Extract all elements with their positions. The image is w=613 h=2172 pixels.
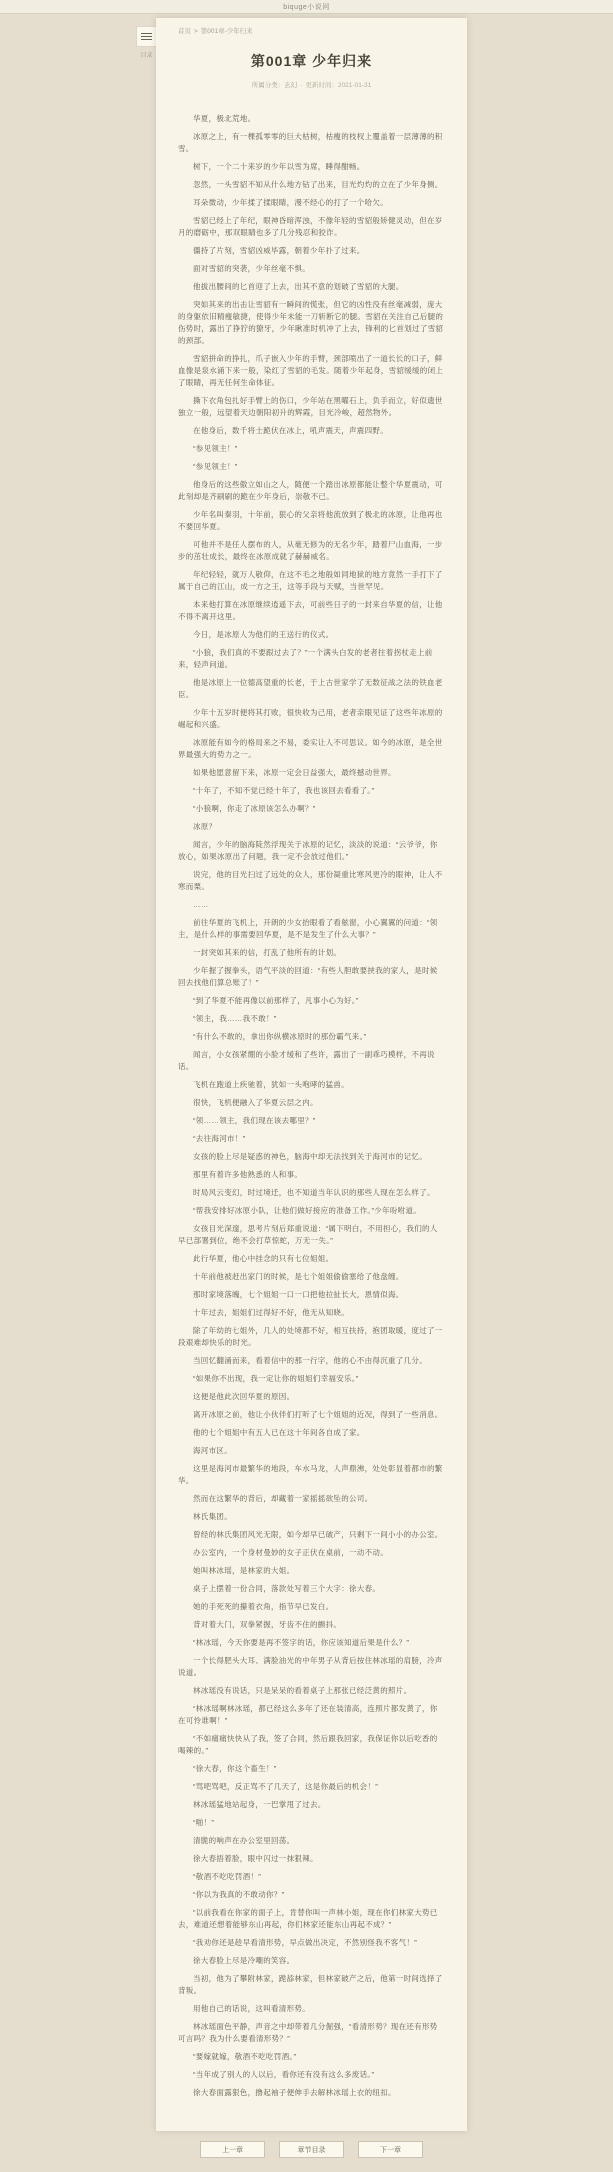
novel-body [178, 113, 445, 2099]
paragraph: “去往海河市！” [193, 1134, 246, 1143]
paragraph: 林氏集团。 [193, 1512, 232, 1521]
paragraph: “徐大春，你这个畜生！” [193, 1764, 277, 1773]
breadcrumb-home-link[interactable]: 首页 [178, 28, 191, 35]
paragraph: 面对雪貂的突袭，少年丝毫不惧。 [193, 264, 310, 273]
paragraph: “帮我安排好冰原小队，让他们做好接应的准备工作。”少年吩咐道。 [193, 1206, 422, 1215]
paragraph: 僵持了片刻，雪貂凶威毕露，朝着少年扑了过来。 [193, 246, 365, 255]
paragraph: “以前我看在你家的面子上，肯替你叫一声林小姐，现在你们林家大势已去，难道还想着能够东山再起，你们林家还能东山再起不成？” [178, 1908, 438, 1929]
paragraph: 少年名叫秦羽，十年前，狠心的父亲将他流放到了极北的冰原，让他再也不要回华夏。 [178, 510, 443, 531]
paragraph: 十年前他被赶出家门的时候，是七个姐姐偷偷塞给了他盘缠。 [193, 1272, 404, 1281]
site-title: biquge小说网 [283, 3, 330, 11]
paragraph: 冰原之上，有一棵孤零零的巨大枯树，枯瘦的枝杈上覆盖着一层薄薄的积雪。 [178, 132, 443, 153]
paragraph: 一个长得肥头大耳、满脸油光的中年男子从背后按住林冰瑶的肩膀，冷声说道。 [178, 1656, 443, 1677]
paragraph: 这里是海河市最繁华的地段，车水马龙，人声鼎沸，处处彰显着都市的繁华。 [178, 1464, 443, 1485]
paragraph: 闻言，少年的脑海陡然浮现关于冰原的记忆，淡淡的说道：“云爷爷，你放心，如果冰原出了问题，我一定不会放过他们。” [178, 840, 438, 861]
paragraph: 他的七个姐姐中有五人已在这十年间各自成了家。 [193, 1428, 365, 1437]
paragraph: 少年十五岁时便将其打败，很快收为己用，老者亲眼见证了这些年冰原的崛起和兴盛。 [178, 708, 443, 729]
paragraph: 他是冰原上一位德高望重的长老，于上古世家学了无数征战之法的铁血老臣。 [178, 678, 443, 699]
menu-button[interactable] [136, 26, 157, 47]
paragraph: “敬酒不吃吃罚酒！” [193, 1872, 261, 1881]
paragraph: “领……领主，我们现在该去哪里？” [193, 1116, 316, 1125]
paragraph: 闻言，小女孩紧绷的小脸才缓和了些许，露出了一副乖巧模样，不再说话。 [178, 1050, 435, 1071]
paragraph: 徐大春脸上尽是冷嘲的笑容。 [193, 1956, 295, 1965]
top-bar [0, 0, 613, 14]
paragraph: 离开冰原之前，他让小伙伴们打听了七个姐姐的近况，得到了一些消息。 [193, 1410, 443, 1419]
paragraph: 曾经的林氏集团风光无限，如今却早已破产，只剩下一间小小的办公室。 [193, 1530, 443, 1539]
paragraph: “参见领主！” [193, 462, 238, 471]
paragraph: “有什么不敢的，拿出你纵横冰原时的那份霸气来。” [193, 1032, 367, 1041]
paragraph: 在他身后，数千将士跪伏在冰上，吼声震天，声震四野。 [193, 426, 388, 435]
paragraph: 此行华夏，他心中挂念的只有七位姐姐。 [193, 1254, 334, 1263]
toc-button[interactable]: 章节目录 [279, 2141, 344, 2158]
breadcrumb-current: 第001章-少年归来 [200, 28, 253, 35]
menu-label: 目录 [140, 53, 153, 59]
paragraph: “小狼啊，你走了冰原该怎么办啊？” [193, 804, 316, 813]
paragraph: 今日，是冰原人为他们的王送行的仪式。 [193, 630, 334, 639]
chapter-category: 所属分类：玄幻 [251, 82, 298, 89]
next-chapter-button[interactable]: 下一章 [358, 2141, 423, 2158]
paragraph: 林冰瑶没有说话，只是呆呆的看着桌子上那张已经泛黄的照片。 [193, 1686, 412, 1695]
paragraph: 林冰瑶猛地站起身，一巴掌甩了过去。 [193, 1800, 326, 1809]
paragraph: “要嫁就嫁，敬酒不吃吃罚酒。” [193, 2052, 297, 2061]
paragraph: 办公室内，一个身材曼妙的女子正伏在桌前，一动不动。 [193, 1548, 388, 1557]
paragraph: 当初，他为了攀附林家，跪舔林家，但林家破产之后，他第一时间选择了背叛。 [178, 1974, 443, 1995]
pager [156, 2141, 467, 2172]
paragraph: 桌子上摆着一份合同，落款处写着三个大字：徐大春。 [193, 1584, 381, 1593]
paragraph: 用他自己的话说，这叫看清形势。 [193, 2004, 310, 2013]
paragraph: 很快，飞机便融入了华夏云层之内。 [193, 1098, 318, 1107]
paragraph: 雪貂已经上了年纪，眼神昏暗浑浊，不像年轻的雪貂般矫健灵动，但在岁月的磨砺中，那双眼睛也多了几分残忍和狡诈。 [178, 216, 443, 237]
paragraph: “你以为我真的不敢动你？” [193, 1890, 285, 1899]
paragraph: “我劝你还是趁早看清形势，早点做出决定，不然别怪我不客气！” [193, 1938, 417, 1947]
paragraph: “林冰瑶啊林冰瑶，都已经这么多年了还在装清高，连照片都发黄了，你在可怜谁啊！” [178, 1704, 438, 1725]
paragraph: 说完，他的目光扫过了远处的众人，那份凝重比寒风更冷的眼神，让人不寒而栗。 [178, 870, 443, 891]
paragraph: 飞机在跑道上疾驰着，犹如一头咆哮的猛兽。 [193, 1080, 349, 1089]
prev-chapter-button[interactable]: 上一章 [200, 2141, 265, 2158]
paragraph: 她的手死死的攥着衣角，指节早已发白。 [193, 1602, 334, 1611]
menu-widget [136, 26, 157, 59]
paragraph: “啪！” [193, 1818, 215, 1827]
paragraph: 十年过去，姐姐们过得好不好，他无从知晓。 [193, 1308, 349, 1317]
content-card [156, 18, 467, 2131]
paragraph: 她叫林冰瑶，是林家的大姐。 [193, 1566, 295, 1575]
paragraph: 女孩的脸上尽是疑惑的神色，脑海中却无法找到关于海河市的记忆。 [193, 1152, 427, 1161]
paragraph: 林冰瑶面色平静，声音之中却带着几分倔强，“看清形势？现在还有形势可言吗？我为什么要看清形势？” [178, 2022, 438, 2043]
paragraph: 女孩目光深邃，思考片刻后郑重说道：“属下明白，不用担心，我们的人早已部署到位，绝不会打草惊蛇，万无一失。” [178, 1224, 438, 1245]
paragraph: 冰原能有如今的格局来之不易，委实让人不可思议。如今的冰原，是全世界最强大的势力之一。 [178, 738, 443, 759]
paragraph: 可他并不是任人摆布的人，从毫无修为的无名少年，踏着尸山血海，一步步的茁壮成长，最终在冰原成就了赫赫威名。 [178, 540, 443, 561]
paragraph: “如果你不出现，我一定让你的姐姐们幸福安乐。” [193, 1374, 359, 1383]
paragraph: 那里有着许多他熟悉的人和事。 [193, 1170, 303, 1179]
paragraph: 然而在这繁华的背后，却藏着一家摇摇欲坠的公司。 [193, 1494, 373, 1503]
paragraph: 前往华夏的飞机上，开朗的少女抬眼看了看舷窗，小心翼翼的问道：“领主，是什么样的事需要回华夏，是不是发生了什么大事？” [178, 918, 438, 939]
paragraph: …… [193, 900, 209, 909]
paragraph: “骂吧骂吧，反正骂不了几天了，这是你最后的机会！” [193, 1782, 378, 1791]
paragraph: 除了年幼的七姐外，几人的处境都不好，相互扶持，抱团取暖，度过了一段艰难却快乐的时光。 [178, 1326, 443, 1347]
paragraph: “当年成了别人的人以后，看你还有没有这么多废话。” [193, 2070, 375, 2079]
paragraph: 当回忆翻涌而来，看着信中的那一行字，他的心不由得沉重了几分。 [193, 1356, 427, 1365]
paragraph: “十年了，不知不觉已经十年了，我也该回去看看了。” [193, 786, 375, 795]
paragraph: 少年握了握拳头，语气平淡的回道：“有些人胆敢要挟我的家人，是时候回去找他们算总账了！” [178, 966, 438, 987]
paragraph: “不如痛痛快快从了我，签了合同，然后跟我回家，我保证你以后吃香的喝辣的。” [178, 1734, 438, 1755]
paragraph: 冰原？ [193, 822, 217, 831]
paragraph: 他身后的这些傲立如山之人，随便一个踏出冰原都能让整个华夏震动，可此刻却是齐刷刷的跪在少年身后，崇敬不已。 [178, 480, 443, 501]
paragraph: 时局风云变幻，时过境迁，也不知道当年认识的那些人现在怎么样了。 [193, 1188, 435, 1197]
paragraph: 这便是他此次回华夏的原因。 [193, 1392, 295, 1401]
paragraph: “林冰瑶，今天你要是再不签字的话，你应该知道后果是什么？” [193, 1638, 410, 1647]
hamburger-icon [141, 31, 152, 42]
paragraph: “小狼，我们真的不要跟过去了？”一个满头白发的老者拄着拐杖走上前来，轻声问道。 [178, 648, 433, 669]
paragraph: 清脆的响声在办公室里回荡。 [193, 1836, 295, 1845]
paragraph: 徐大春捂着脸，眼中闪过一抹狠辣。 [193, 1854, 318, 1863]
paragraph: 背对着大门，双拳紧握，牙齿不住的颤抖。 [193, 1620, 342, 1629]
paragraph: 撕下衣角包扎好手臂上的伤口，少年站在黑曜石上，负手而立，好似遗世独立一般，远望着天边朝阳初升的辉霞，目光冷峻，超然物外。 [178, 396, 443, 417]
meta-separator: · [300, 82, 303, 89]
paragraph: 徐大春面露狠色，撸起袖子便伸手去解林冰瑶上衣的纽扣。 [193, 2088, 396, 2097]
breadcrumb-separator: > [194, 28, 198, 35]
chapter-title: 第001章 少年归来 [250, 53, 373, 69]
paragraph: 海河市区。 [193, 1446, 232, 1455]
paragraph: 年纪轻轻，就万人敬仰，在这不毛之地般如同地狱的地方竟然一手打下了属于自己的江山，成一方之王，这等手段与天赋，当世罕见。 [178, 570, 443, 591]
paragraph: 雪貂拼命的挣扎，爪子嵌入少年的手臂，颈部喷出了一道长长的口子，鲜血像是泉水涌下来一般，染红了雪貂的毛发。随着少年起身，雪貂缓缓的闭上了眼睛，再无任何生命体征。 [178, 354, 444, 387]
paragraph: 如果他愿意留下来，冰原一定会日益强大，最终撼动世界。 [193, 768, 396, 777]
paragraph: 一封突如其来的信，打乱了他所有的计划。 [193, 948, 342, 957]
chapter-updated: 更新时间：2021-01-31 [305, 82, 372, 89]
paragraph: 他拔出腰间的匕首迎了上去，出其不意的划破了雪貂的大腿。 [193, 282, 404, 291]
paragraph: 忽然，一头雪貂不知从什么地方钻了出来，目光灼灼的立在了少年身侧。 [193, 180, 443, 189]
paragraph: 突如其来的出击让雪貂有一瞬间的慌张，但它的凶性没有丝毫减弱，庞大的身躯依旧精瘦敏捷，使得少年未能一刀斩断它的腿。雪貂在关注自己后腿的伤势时，露出了狰狞的獠牙，少年瞅准时机冲了上去，锋利的匕首划过了雪貂的颈部。 [178, 300, 444, 345]
breadcrumb [178, 26, 445, 35]
paragraph: “领主，我……我不敢！” [193, 1014, 277, 1023]
paragraph: 树下，一个二十来岁的少年以雪为席，睡得酣畅。 [193, 162, 365, 171]
paragraph: 耳朵微动，少年揉了揉眼睛，漫不经心的打了一个哈欠。 [193, 198, 388, 207]
paragraph: 华夏，极北荒地。 [193, 114, 256, 123]
chapter-meta [178, 80, 445, 89]
paragraph: 那时家境落魄，七个姐姐一口一口把他拉扯长大，恩情似海。 [193, 1290, 404, 1299]
paragraph: “参见领主！” [193, 444, 238, 453]
paragraph: “到了华夏不能再像以前那样了，凡事小心为好。” [193, 996, 359, 1005]
paragraph: 本来他打算在冰原继续逍遥下去，可前些日子的一封来自华夏的信，让他不得不离开这里。 [178, 600, 443, 621]
